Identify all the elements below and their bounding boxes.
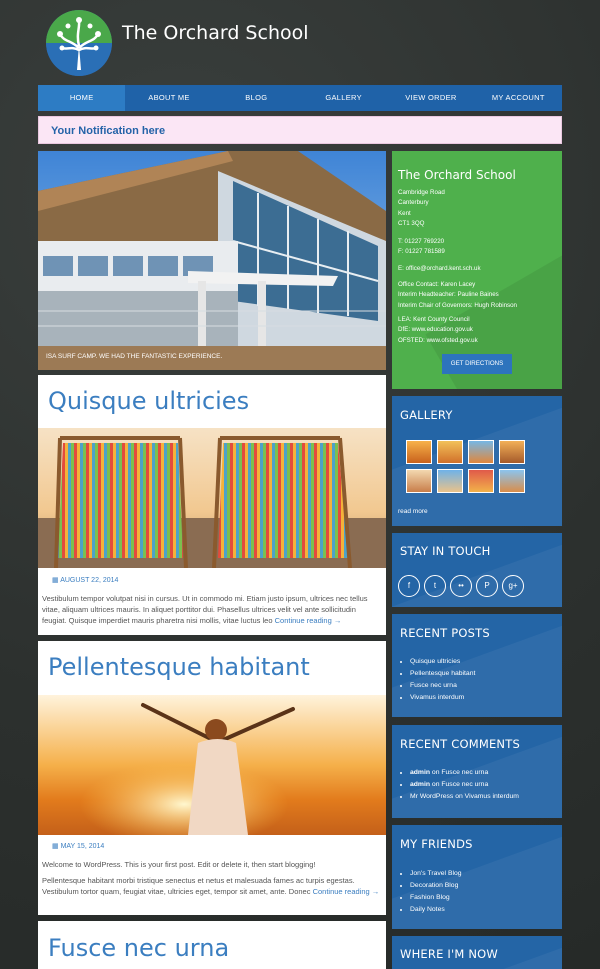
post-excerpt xyxy=(42,593,382,626)
fax-number: F: 01227 781589 xyxy=(398,248,445,256)
recent-comments-title: RECENT COMMENTS xyxy=(400,737,520,751)
flickr-icon[interactable]: •• xyxy=(450,575,472,597)
address-line: CT1 3QQ xyxy=(398,219,425,227)
notification-bar xyxy=(38,116,562,144)
my-friends-title: MY FRIENDS xyxy=(400,837,473,851)
post-card xyxy=(38,921,386,969)
comment-author[interactable]: admin xyxy=(410,769,431,776)
comment-author[interactable]: admin xyxy=(410,781,431,788)
dfe-label: DfE: xyxy=(398,326,411,334)
gallery-thumb[interactable] xyxy=(468,469,494,493)
comment-on: on xyxy=(431,781,440,788)
my-friends-widget xyxy=(392,825,562,929)
recent-post-link[interactable]: • Quisque ultricies xyxy=(410,656,475,668)
comment-post-link[interactable]: Vivamus interdum xyxy=(464,793,519,800)
gallery-thumb[interactable] xyxy=(406,469,432,493)
hero-caption: ISA SURF CAMP. WE HAD THE FANTASTIC EXPERIENCE. xyxy=(46,353,223,360)
headteacher: Interim Headteacher: Pauline Baines xyxy=(398,291,499,299)
comment-on: on xyxy=(455,793,463,800)
email-link[interactable]: office@orchard.kent.sch.uk xyxy=(405,264,481,272)
chair-of-governors: Interim Chair of Governors: Hugh Robinson xyxy=(398,301,517,309)
friend-link[interactable]: • Fashion Blog xyxy=(410,892,462,904)
continue-reading-link[interactable]: Continue reading → xyxy=(274,616,342,625)
nav-blog[interactable]: BLOG xyxy=(245,93,268,102)
school-building-image xyxy=(38,151,386,370)
gallery-thumb[interactable] xyxy=(499,440,525,464)
recent-comments-widget xyxy=(392,725,562,818)
stay-in-touch-title: STAY IN TOUCH xyxy=(400,544,491,558)
recent-comment xyxy=(410,779,519,791)
stay-in-touch-widget xyxy=(392,533,562,607)
recent-posts-widget xyxy=(392,614,562,717)
calendar-icon: ▦ xyxy=(52,577,61,584)
post-title[interactable]: Fusce nec urna xyxy=(48,934,230,962)
comment-post-link[interactable]: Fusce nec urna xyxy=(441,781,489,788)
main-content xyxy=(38,151,386,370)
main-nav xyxy=(38,85,562,111)
twitter-icon[interactable]: t xyxy=(424,575,446,597)
school-logo[interactable] xyxy=(46,10,112,76)
lea-link[interactable]: Kent County Council xyxy=(413,315,470,323)
friend-link[interactable]: • Jon's Travel Blog xyxy=(410,868,462,880)
recent-comments-list xyxy=(410,767,519,803)
gallery-thumb[interactable] xyxy=(406,440,432,464)
nav-view-order[interactable]: VIEW ORDER xyxy=(405,93,457,102)
post-card xyxy=(38,641,386,915)
post-intro: Welcome to WordPress. This is your first post. Edit or delete it, then start blogging! xyxy=(42,860,316,869)
post-image-beach-chairs[interactable] xyxy=(38,428,386,568)
post-date xyxy=(52,576,118,584)
recent-post-link[interactable]: • Fusce nec urna xyxy=(410,680,475,692)
continue-reading-link[interactable]: Continue reading → xyxy=(312,887,380,896)
ofsted-link[interactable]: www.ofsted.gov.uk xyxy=(426,336,478,344)
nav-my-account[interactable]: MY ACCOUNT xyxy=(491,93,545,102)
contact-title: The Orchard School xyxy=(398,168,516,182)
ofsted-label: OFSTED: xyxy=(398,336,425,344)
gallery-title: GALLERY xyxy=(400,408,453,422)
notification-text: Your Notification here xyxy=(51,125,166,137)
dfe-link[interactable]: www.education.gov.uk xyxy=(411,326,473,334)
phone-number: T: 01227 769220 xyxy=(398,238,445,246)
post-card xyxy=(38,375,386,635)
calendar-icon: ▦ xyxy=(52,843,61,850)
where-im-now-title: WHERE I'M NOW xyxy=(400,947,498,961)
recent-posts-list xyxy=(410,656,475,704)
post-date-text[interactable]: MAY 15, 2014 xyxy=(60,843,105,850)
recent-posts-title: RECENT POSTS xyxy=(400,626,490,640)
contact-widget xyxy=(392,151,562,389)
pinterest-icon[interactable]: P xyxy=(476,575,498,597)
comment-on: on xyxy=(431,769,440,776)
comment-post-link[interactable]: Fusce nec urna xyxy=(441,769,489,776)
post-title[interactable]: Pellentesque habitant xyxy=(48,653,310,681)
post-title[interactable]: Quisque ultricies xyxy=(48,387,250,415)
gallery-thumb[interactable] xyxy=(499,469,525,493)
post-date-text[interactable]: AUGUST 22, 2014 xyxy=(60,577,119,584)
hero-slider[interactable] xyxy=(38,151,386,370)
comment-author[interactable]: Mr WordPress xyxy=(410,793,454,800)
address-line: Canterbury xyxy=(398,199,429,207)
email-label: E: xyxy=(398,264,404,272)
gallery-thumb[interactable] xyxy=(437,440,463,464)
contact-details xyxy=(398,188,517,346)
get-directions-button[interactable]: GET DIRECTIONS xyxy=(442,354,512,374)
post-date xyxy=(52,842,104,850)
post-excerpt-text: Vestibulum tempor volutpat nisi in cursus. Ut in commodo mi. Etiam justo ipsum, ultrices nec tellus vitae, aliquam ultrices mauris. In aliquet porttitor dui. Phasellus ultrices velit vel ante sollicitudin feugiat. Quisque imperdiet mauris pharetra nisi mollis, vitae luctus leo xyxy=(42,594,368,625)
post-excerpt-text: Pellentesque habitant morbi tristique senectus et netus et malesuada fames ac turpis egestas. Vestibulum tortor quam, feugiat vitae, ultricies eget, tempor sit amet, ante. Donec xyxy=(42,876,355,896)
recent-comment xyxy=(410,767,519,779)
gallery-thumb[interactable] xyxy=(437,469,463,493)
post-excerpt xyxy=(42,875,382,897)
lea-label: LEA: xyxy=(398,315,412,323)
site-title[interactable]: The Orchard School xyxy=(122,22,309,44)
recent-comment xyxy=(410,791,519,803)
address-line: Kent xyxy=(398,209,411,217)
office-contact: Office Contact: Karen Lacey xyxy=(398,281,476,289)
gallery-thumbnails xyxy=(406,440,525,493)
social-icons xyxy=(398,575,524,597)
nav-gallery[interactable]: GALLERY xyxy=(325,93,362,102)
nav-home[interactable]: HOME xyxy=(38,85,125,111)
post-image-sunset-woman[interactable] xyxy=(38,695,386,835)
where-im-now-widget xyxy=(392,936,562,969)
recent-post-link[interactable]: • Vivamus interdum xyxy=(410,692,475,704)
friend-link[interactable]: • Daily Notes xyxy=(410,904,462,916)
facebook-icon[interactable]: f xyxy=(398,575,420,597)
gallery-thumb[interactable] xyxy=(468,440,494,464)
site-header xyxy=(46,8,566,78)
friends-list xyxy=(410,868,462,916)
recent-post-link[interactable]: • Pellentesque habitant xyxy=(410,668,475,680)
google-plus-icon[interactable]: g+ xyxy=(502,575,524,597)
address-line: Cambridge Road xyxy=(398,189,445,196)
gallery-read-more-link[interactable]: read more xyxy=(398,508,428,515)
gallery-widget xyxy=(392,396,562,526)
nav-about-me[interactable]: ABOUT ME xyxy=(148,93,190,102)
friend-link[interactable]: • Decoration Blog xyxy=(410,880,462,892)
